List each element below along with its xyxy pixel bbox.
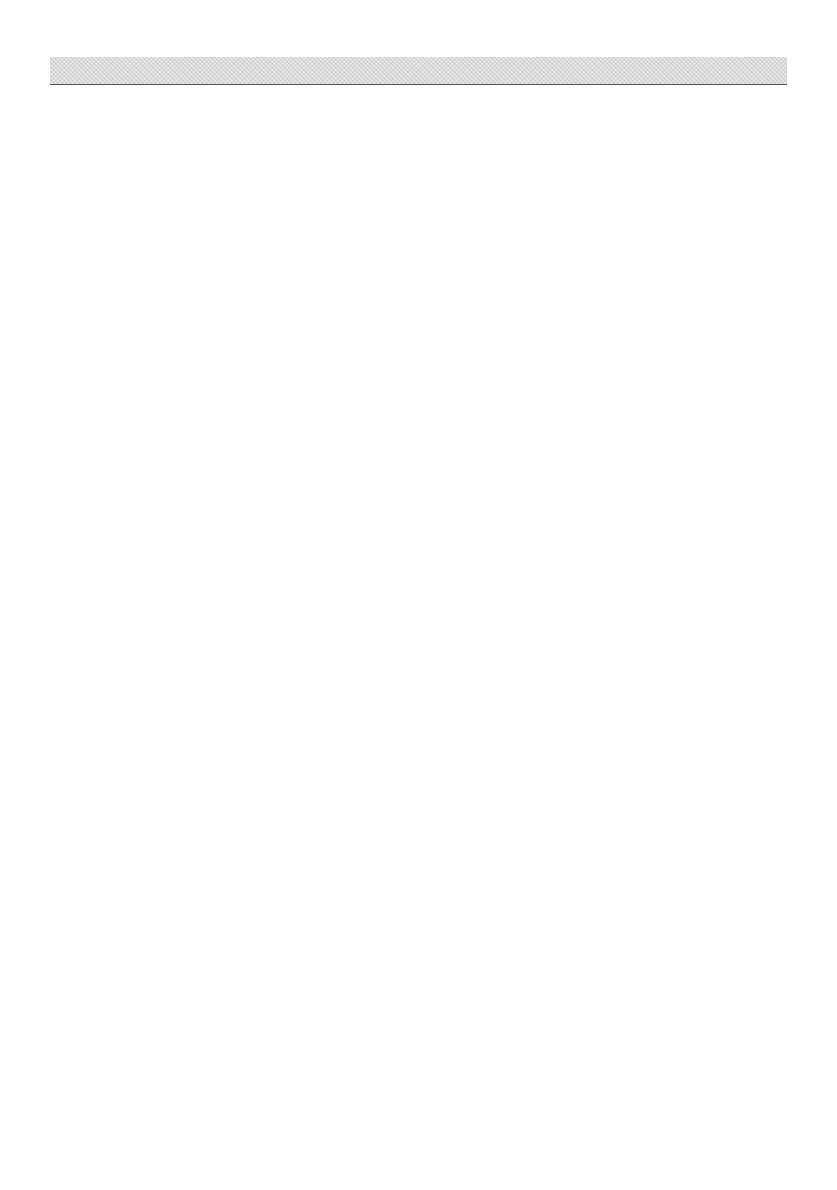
toc-header-bar xyxy=(50,57,787,85)
